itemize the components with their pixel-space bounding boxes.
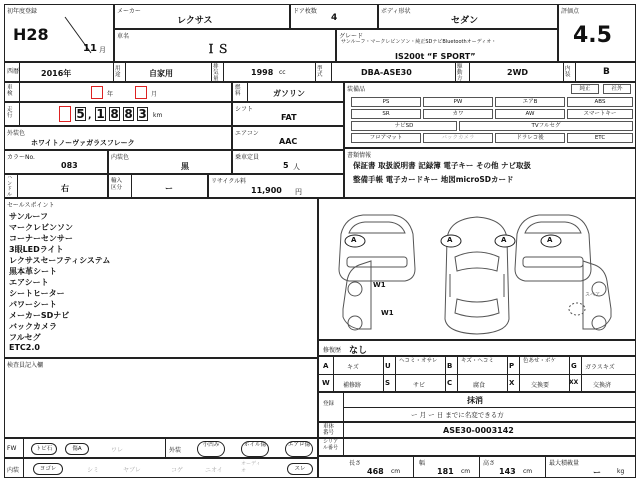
fw-item-stone-chip: トビ石 <box>31 443 57 455</box>
fuel-cell <box>232 82 344 102</box>
legend-code: S <box>385 379 391 387</box>
mileage-label: 走行 <box>7 107 13 119</box>
documents-panel <box>344 148 636 198</box>
equip-item: ETC <box>567 133 633 143</box>
mileage-digit: 8 <box>110 107 119 121</box>
equip-item: カワ <box>423 109 493 119</box>
registration-status: 抹消 <box>467 396 483 405</box>
equip-item: スマートキー <box>567 109 633 119</box>
repair-history-value: なし <box>349 346 368 356</box>
serial-number-cell <box>318 438 636 456</box>
repair-history-cell <box>318 340 636 356</box>
interior-item-wear: スレ <box>287 463 313 475</box>
sales-point-item: フルセグ <box>9 333 41 342</box>
sales-point-item: エアシート <box>9 278 49 287</box>
max-load-label: 最大積載量 <box>549 460 580 467</box>
documents-label: 書類情報 <box>347 152 372 159</box>
exterior-item-small-dent: 小凹み <box>197 441 225 457</box>
equipment-tag-genuine: 純正 <box>571 84 599 94</box>
damage-mark-a: A <box>501 236 507 244</box>
first-reg-label: 初年度登録 <box>7 8 38 15</box>
equipment-tag-aftermarket: 社外 <box>603 84 631 94</box>
capacity-cell <box>232 150 344 174</box>
fw-exterior-label: 外装 <box>169 447 182 454</box>
grade-label: グレード <box>339 33 364 40</box>
legend-desc: キズ・ヘコミ <box>461 358 494 364</box>
interior-item-tear: ヤブレ <box>123 467 141 474</box>
equip-item: エアB <box>495 97 565 107</box>
interior-item-odor: ニオイ <box>205 467 223 474</box>
score-value: 4.5 <box>573 23 612 48</box>
mileage-digit: 8 <box>124 107 133 121</box>
car-diagram-panel <box>318 198 636 340</box>
equip-item: ドラレコ後 <box>495 133 565 143</box>
legend-code: C <box>447 379 453 387</box>
sales-point-item: バックカメラ <box>9 322 57 331</box>
model-label: 型式 <box>317 66 323 78</box>
aircon-value: AAC <box>279 137 298 146</box>
equipment-label: 装備品 <box>347 86 366 93</box>
sales-point-item: パワーシート <box>9 300 57 309</box>
year-value: 2016年 <box>41 69 72 78</box>
exterior-item-wheel-scratch: ホイル傷 <box>241 441 269 457</box>
sales-point-item: サンルーフ <box>9 212 48 221</box>
import-cell <box>108 174 208 198</box>
equip-item: PS <box>351 97 421 107</box>
first-reg-year: H28 <box>13 25 49 44</box>
first-registration-cell <box>4 4 114 62</box>
displacement-unit: cc <box>279 69 286 76</box>
mileage-extra-digit <box>59 106 71 122</box>
grade-note: サンルーフ・マークレビンソン・純正SDナビBluetoothオーディオ・ <box>341 39 497 45</box>
shift-value: FAT <box>281 113 297 122</box>
legend-code: X <box>509 379 515 387</box>
equip-item: フロアマット <box>351 133 421 143</box>
documents-line1: 保証書 取扱説明書 記録簿 電子キー その他 ナビ取扱 <box>353 161 532 170</box>
chassis-number-value: ASE30-0003142 <box>443 426 514 435</box>
interior-condition-row <box>4 458 318 478</box>
use-value: 自家用 <box>149 69 173 78</box>
interior-item-audio: オーディオ <box>241 461 261 474</box>
body-type-value: セダン <box>451 16 479 26</box>
shift-cell <box>232 102 344 126</box>
recycle-label: リサイクル料 <box>211 178 247 185</box>
mileage-digit: 3 <box>138 107 147 121</box>
sales-points-panel <box>4 198 318 358</box>
shift-label: シフト <box>235 106 254 113</box>
first-reg-month: 11 <box>83 43 97 54</box>
score-label: 評価点 <box>561 8 580 15</box>
sales-point-item: 3眼LEDライト <box>9 245 64 254</box>
color-no-cell <box>4 150 108 174</box>
use-label: 用途 <box>115 66 121 78</box>
car-name-value: ＩＳ <box>205 42 230 56</box>
height-label: 高さ <box>483 460 496 467</box>
recycle-cell <box>208 174 344 198</box>
legend-code: B <box>447 362 453 370</box>
chassis-number-cell <box>318 422 636 438</box>
model-value: DBA-ASE30 <box>361 68 412 77</box>
damage-mark-a: A <box>547 236 553 244</box>
length-value: 468 <box>367 467 384 476</box>
doors-cell <box>290 4 378 29</box>
legend-code: XX <box>569 379 579 386</box>
recycle-unit: 円 <box>295 188 302 196</box>
spare-tire-label: スペア <box>585 292 601 298</box>
body-type-label: ボディ形状 <box>381 8 411 15</box>
fw-label: FW <box>7 445 17 452</box>
equip-item: ナビSD <box>351 121 457 131</box>
repair-history-label: 修復歴 <box>323 347 342 354</box>
documents-line2: 整備手帳 電子カードキー 地図microSDカード <box>353 175 514 184</box>
height-value: 143 <box>499 467 516 476</box>
serial-number-label: シリアル番号 <box>323 439 339 451</box>
damage-mark-w1: W1 <box>381 309 394 317</box>
legend-desc: サビ <box>413 382 426 389</box>
car-name-cell <box>114 29 336 62</box>
registration-label: 登録 <box>323 401 335 407</box>
fuel-label: 燃料 <box>235 85 241 97</box>
maker-value: レクサス <box>177 16 213 26</box>
legend-desc: キズ <box>347 364 359 371</box>
mileage-cell <box>4 102 232 126</box>
handle-value: 右 <box>61 184 69 193</box>
equip-item: PW <box>423 97 493 107</box>
interior-color-cell <box>108 150 232 174</box>
displacement-value: 1998 <box>251 68 274 77</box>
exterior-color-value: ホワイトノーヴァガラスフレーク <box>31 139 135 147</box>
drive-label: 駆動方 <box>457 64 463 82</box>
equip-item: ABS <box>567 97 633 107</box>
import-label: 輸入区分 <box>111 178 123 191</box>
inspection-month-box <box>135 86 147 99</box>
doors-label: ドア枚数 <box>293 8 317 15</box>
mileage-digit: 1 <box>96 107 105 121</box>
equip-item: SR <box>351 109 421 119</box>
fuel-value: ガソリン <box>273 89 305 98</box>
exterior-item-aero-scratch: エアロ傷 <box>285 441 313 457</box>
spec-row <box>4 62 636 82</box>
legend-desc: 交換済 <box>593 382 612 389</box>
sales-point-item: レクサスセーフティシステム <box>9 256 111 265</box>
damage-mark-a: A <box>447 236 453 244</box>
color-no-label: カラーNo. <box>7 154 35 161</box>
capacity-unit: 人 <box>293 163 300 171</box>
grade-value: IS200t “F SPORT” <box>395 52 476 61</box>
car-name-label: 車名 <box>117 33 130 40</box>
interior-item-dirt: ヨゴレ <box>33 463 63 475</box>
dimensions-row <box>318 456 636 478</box>
legend-desc: ヘコミ・オサレ <box>399 358 438 364</box>
sales-point-item: コーナーセンサー <box>9 234 73 243</box>
first-reg-month-unit: 月 <box>99 46 106 54</box>
inspection-month-unit: 月 <box>151 91 158 98</box>
inspection-cell <box>4 82 232 102</box>
fw-row <box>4 438 318 458</box>
registration-date-line: ー 月 ー 日 までに名変できる方 <box>411 411 504 419</box>
height-unit: cm <box>523 468 533 475</box>
score-cell <box>558 4 636 62</box>
import-value: ー <box>165 184 173 193</box>
legend-code: P <box>509 362 515 370</box>
length-label: 長さ <box>349 460 362 467</box>
sales-point-item: マークレビンソン <box>9 223 73 232</box>
damage-mark-w1: W1 <box>373 281 386 289</box>
color-no-value: 083 <box>61 161 78 170</box>
legend-desc: 色あせ・ボケ <box>523 358 557 364</box>
inspector-notes-label: 検査員記入欄 <box>7 362 44 369</box>
equip-item: TVフルセグ <box>459 121 633 131</box>
interior-condition-label: 内装 <box>7 467 20 474</box>
length-unit: cm <box>391 468 401 475</box>
handle-label: ハンドル <box>7 175 13 198</box>
mileage-comma: , <box>88 111 92 121</box>
capacity-label: 乗車定員 <box>235 154 260 161</box>
sales-points-label: セールスポイント <box>7 202 55 209</box>
width-unit: cm <box>461 468 471 475</box>
legend-code: W <box>322 379 330 387</box>
interior-color-label: 内装色 <box>111 154 130 161</box>
width-label: 幅 <box>419 460 426 467</box>
fw-item-scratch-a: 傷A <box>65 443 89 455</box>
sales-point-item: メーカーSDナビ <box>9 311 70 320</box>
interior-item-stain: シミ <box>87 467 100 474</box>
legend-desc: 腐食 <box>473 382 486 389</box>
max-load-unit: kg <box>617 468 625 475</box>
displacement-label: 排気量 <box>213 64 219 82</box>
inspection-label: 車検 <box>7 85 13 97</box>
registration-cell <box>318 392 636 422</box>
car-body-diagram <box>319 199 635 339</box>
maker-cell <box>114 4 290 29</box>
equip-item: バックカメラ <box>423 133 493 143</box>
fw-item-crack: ワレ <box>111 447 124 454</box>
equip-item: AW <box>495 109 565 119</box>
interior-grade-value: B <box>603 67 610 77</box>
chassis-number-label: 車体番号 <box>323 424 335 436</box>
max-load-value: ー <box>593 468 601 477</box>
drive-value: 2WD <box>507 68 529 77</box>
equipment-panel <box>344 82 636 148</box>
aircon-label: エアコン <box>235 130 259 137</box>
legend-desc: 補修跡 <box>343 382 362 389</box>
mileage-digit: 5 <box>76 107 85 121</box>
mileage-unit: km <box>153 112 163 119</box>
capacity-value: 5 <box>283 161 289 170</box>
sales-point-item: ETC2.0 <box>9 343 40 352</box>
legend-desc: 交換要 <box>531 382 550 389</box>
inspector-notes-panel <box>4 358 318 438</box>
year-label: 西暦 <box>7 68 20 75</box>
inspection-year-unit: 年 <box>107 91 114 98</box>
damage-legend <box>318 356 636 392</box>
legend-code: A <box>323 362 329 370</box>
body-type-cell <box>378 4 558 29</box>
interior-grade-label: 内装 <box>565 66 571 78</box>
aircon-cell <box>232 126 344 150</box>
sales-point-item: 黒本革シート <box>9 267 57 276</box>
recycle-value: 11,900 <box>251 186 282 195</box>
maker-label: メーカー <box>117 8 141 15</box>
interior-color-value: 黒 <box>181 162 189 171</box>
inspection-year-box <box>91 86 103 99</box>
legend-code: U <box>385 362 391 370</box>
exterior-color-label: 外装色 <box>7 130 26 137</box>
width-value: 181 <box>437 467 454 476</box>
interior-item-burn: コゲ <box>171 467 184 474</box>
grade-cell <box>336 29 558 62</box>
sales-point-item: シートヒーター <box>9 289 65 298</box>
legend-desc: ガラスキズ <box>585 364 615 371</box>
handle-cell <box>4 174 108 198</box>
doors-value: 4 <box>331 13 338 23</box>
damage-mark-a: A <box>351 236 357 244</box>
exterior-color-cell <box>4 126 232 150</box>
legend-code: G <box>571 362 577 370</box>
